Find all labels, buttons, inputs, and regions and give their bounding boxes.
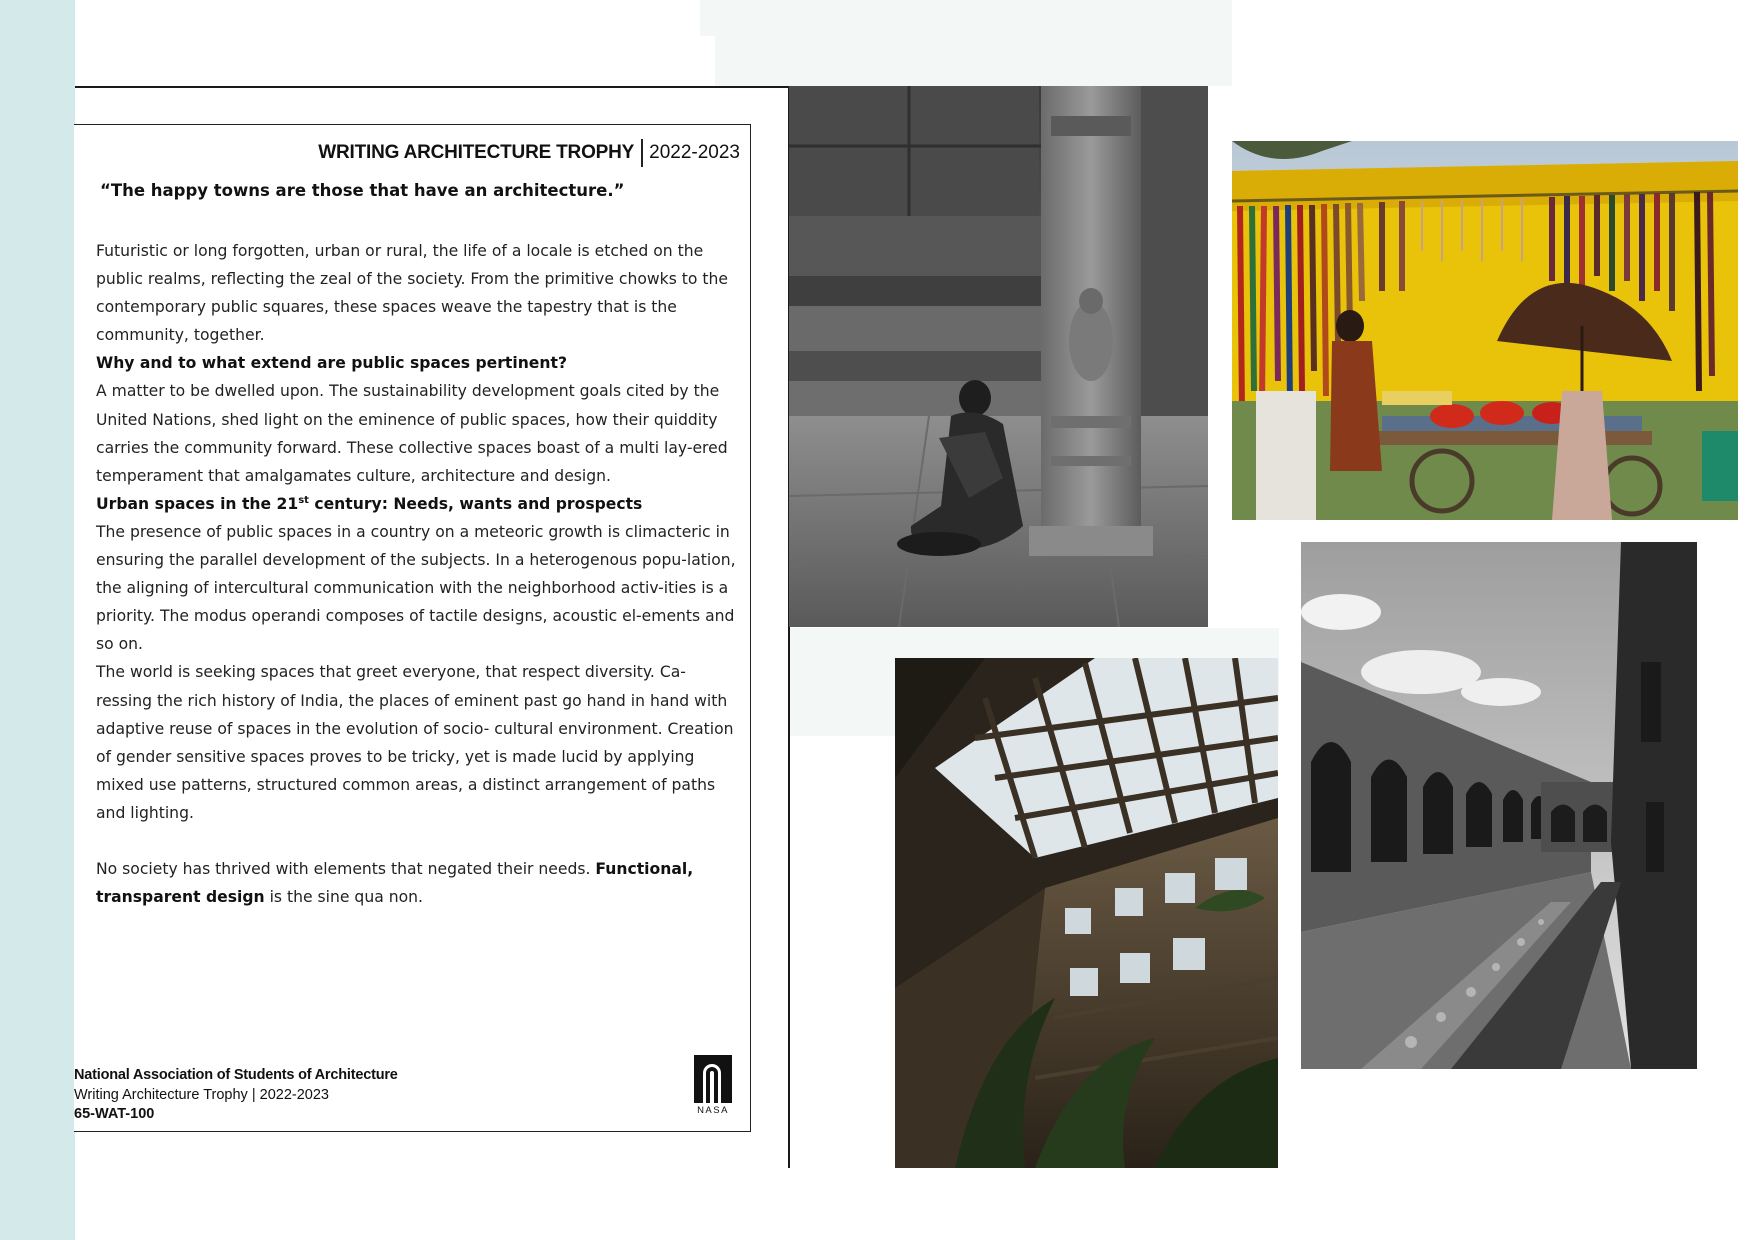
heading-2-text-end: century: Needs, wants and prospects bbox=[308, 494, 643, 513]
header-separator bbox=[641, 139, 643, 167]
heading-2-text: Urban spaces in the 21 bbox=[96, 494, 299, 513]
paragraph-gap bbox=[96, 827, 736, 855]
heading-2-superscript: st bbox=[298, 494, 309, 506]
top-tint-block bbox=[700, 0, 1232, 36]
temple-pillar-image bbox=[789, 86, 1208, 627]
opening-quote: “The happy towns are those that have an architecture.” bbox=[100, 181, 625, 200]
essay-body bbox=[96, 237, 736, 911]
nasa-arch-icon bbox=[694, 1055, 732, 1103]
page-footer bbox=[74, 1066, 398, 1125]
top-tint-block-lower bbox=[715, 36, 1232, 86]
header-year: 2022-2023 bbox=[649, 142, 740, 163]
section-heading-2 bbox=[96, 490, 736, 518]
market-stall-image bbox=[1232, 141, 1738, 520]
footer-subtitle: Writing Architecture Trophy | 2022-2023 bbox=[74, 1086, 329, 1103]
closing-emphasis: Functional, transparent design bbox=[96, 859, 694, 907]
page-header bbox=[318, 139, 740, 167]
nasa-logo bbox=[694, 1055, 732, 1116]
atrium-skylight-image bbox=[895, 658, 1278, 1168]
closing-paragraph bbox=[96, 855, 736, 911]
paragraph-1: A matter to be dwelled upon. The sustainability development goals cited by the United Nations, shed light on the eminence of public spaces, how their quiddity carries the community forward. These collective spaces boast of a multi lay-ered temperament that amalgamates culture, architecture and design. bbox=[96, 382, 728, 485]
paragraph-2: The presence of public spaces in a country on a meteoric growth is climacteric in ensuring the parallel development of the subjects. In a heterogenous popu-lation, the aligning of intercultural communication with the neighborhood activ-ities is a priority. The modus operandi composes of tactile designs, acoustic el-ements and so on. bbox=[96, 522, 736, 654]
nasa-logo-label: NASA bbox=[697, 1105, 729, 1116]
closing-text-end: is the sine qua non. bbox=[264, 888, 423, 907]
intro-paragraph: Futuristic or long forgotten, urban or rural, the life of a locale is etched on the public realms, reflecting the zeal of the society. From the primitive chowks to the contemporary public squares, these spaces weave the tapestry that is the community, together. bbox=[96, 242, 728, 345]
footer-organization: National Association of Students of Architecture bbox=[74, 1067, 398, 1083]
stone-corridor-image bbox=[1301, 542, 1697, 1069]
footer-code: 65-WAT-100 bbox=[74, 1106, 155, 1122]
atrium-skylight-photo bbox=[895, 658, 1278, 1168]
closing-text: No society has thrived with elements that negated their needs. bbox=[96, 859, 596, 878]
market-stall-photo bbox=[1232, 141, 1738, 520]
temple-pillar-photo bbox=[789, 86, 1208, 627]
section-heading-1: Why and to what extend are public spaces pertinent? bbox=[96, 354, 567, 373]
text-panel bbox=[74, 124, 751, 1132]
paragraph-3: The world is seeking spaces that greet everyone, that respect diversity. Ca-ressing the rich history of India, the places of eminent past go hand in hand with adaptive reuse of spaces in the evolution of socio- cultural environment. Creation of gender sensitive spaces proves to be tricky, yet is made lucid by applying mixed use patterns, structured common areas, a distinct arrangement of paths and lighting. bbox=[96, 663, 734, 822]
header-title: WRITING ARCHITECTURE TROPHY bbox=[318, 142, 635, 163]
top-rule-line bbox=[75, 86, 789, 88]
left-color-band bbox=[0, 0, 75, 1240]
stone-corridor-photo bbox=[1301, 542, 1697, 1069]
